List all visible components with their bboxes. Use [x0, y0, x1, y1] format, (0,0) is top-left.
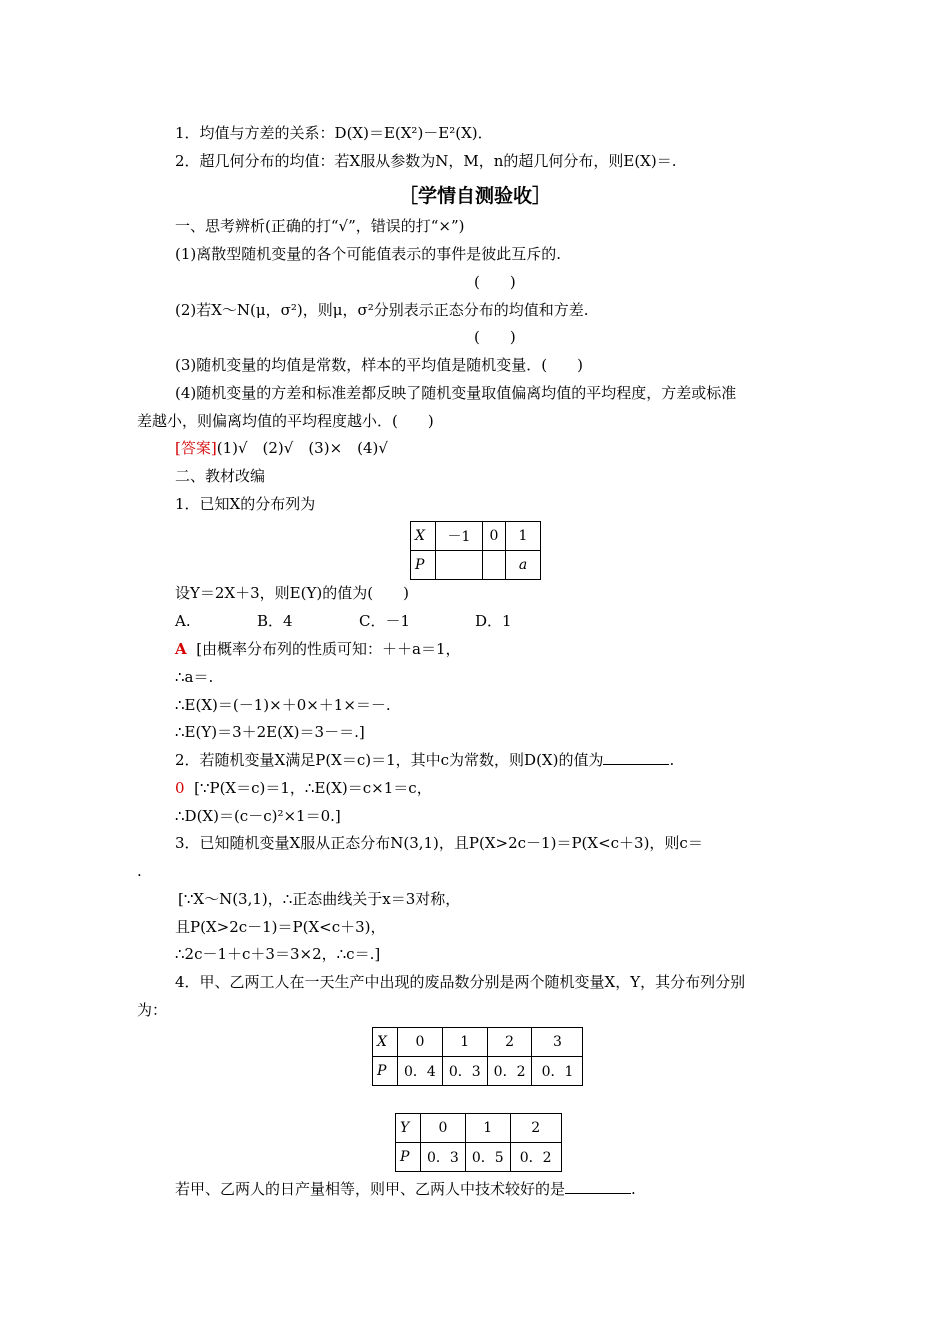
- p1-option-c: C．－1: [359, 612, 411, 630]
- part2-heading: 二、教材改编: [175, 467, 266, 485]
- p3-solution-1: [∵X～N(3,1)，∴正态曲线关于x＝3对称，: [178, 890, 461, 908]
- table-cell: 0．4: [398, 1057, 443, 1086]
- judge-q3: (3)随机变量的均值是常数，样本的平均值是随机变量．( ): [175, 356, 583, 374]
- table-cell: P: [411, 551, 436, 580]
- p2-stem: [175, 750, 674, 770]
- p3-solution-3: ∴2c－1＋c＋3＝3×2，∴c＝.]: [175, 945, 381, 963]
- judge-q1-paren: ( ): [474, 273, 516, 291]
- p1-option-d: D．1: [475, 612, 512, 630]
- distribution-table-y: [395, 1113, 562, 1172]
- table-cell: 1: [442, 1028, 487, 1057]
- table-cell: 0．5: [465, 1143, 510, 1172]
- p3-stem: 3．已知随机变量X服从正态分布N(3,1)，且P(X>2c－1)＝P(X<c＋3)，则c＝: [175, 834, 703, 852]
- table-cell: 1: [506, 522, 541, 551]
- table-cell: 0: [483, 522, 506, 551]
- section-title: ［学情自测验收］: [398, 185, 551, 207]
- answer-text: (1)√ (2)√ (3)× (4)√: [216, 439, 388, 457]
- judge-answer: [175, 438, 388, 458]
- p4-question-text: 若甲、乙两人的日产量相等，则甲、乙两人中技术较好的是: [175, 1180, 566, 1198]
- table-row: [373, 1057, 583, 1086]
- p2-solution-text: [∵P(X＝c)＝1，∴E(X)＝c×1＝c，: [194, 779, 432, 797]
- table-cell: 0．3: [421, 1143, 466, 1172]
- p1-solution-4: ∴E(Y)＝3＋2E(X)＝3－＝.]: [175, 723, 365, 741]
- summary-line-2: 2．超几何分布的均值：若X服从参数为N，M，n的超几何分布，则E(X)＝.: [175, 152, 677, 170]
- table-cell: 0．2: [510, 1143, 561, 1172]
- part1-heading: 一、思考辨析(正确的打“√”，错误的打“×”): [175, 217, 465, 235]
- table-cell: Y: [396, 1114, 421, 1143]
- table-cell: [483, 551, 506, 580]
- judge-q2-paren: ( ): [474, 328, 516, 346]
- p2-stem-text: 2．若随机变量X满足P(X＝c)＝1，其中c为常数，则D(X)的值为: [175, 751, 604, 769]
- p4-question: [175, 1179, 636, 1199]
- p1-option-a: A.: [175, 612, 191, 630]
- table-row: [373, 1028, 583, 1057]
- table-cell: P: [373, 1057, 398, 1086]
- distribution-table-x1: [410, 521, 541, 580]
- p4-stem-2: 为：: [137, 1001, 168, 1019]
- table-cell: 3: [532, 1028, 583, 1057]
- table-row: [396, 1114, 562, 1143]
- table-cell: X: [411, 522, 436, 551]
- p2-solution-2: ∴D(X)＝(c－c)²×1＝0.]: [175, 807, 341, 825]
- table-cell: P: [396, 1143, 421, 1172]
- p4-question-end: .: [631, 1180, 636, 1198]
- judge-q1: (1)离散型随机变量的各个可能值表示的事件是彼此互斥的.: [175, 245, 562, 263]
- p1-option-b: B．4: [257, 612, 293, 630]
- table-cell: 0: [398, 1028, 443, 1057]
- table-row: [396, 1143, 562, 1172]
- distribution-table-x: [372, 1027, 583, 1086]
- p1-stem: 1．已知X的分布列为: [175, 495, 316, 513]
- table-cell: 0．2: [487, 1057, 532, 1086]
- judge-q2: (2)若X～N(μ，σ²)，则μ，σ²分别表示正态分布的均值和方差.: [175, 301, 589, 319]
- p3-solution-2: 且P(X>2c－1)＝P(X<c＋3)，: [175, 918, 386, 936]
- answer-tag: [答案]: [175, 439, 217, 457]
- table-cell: 0: [421, 1114, 466, 1143]
- p1-question: 设Y＝2X＋3，则E(Y)的值为( ): [175, 584, 409, 602]
- table-cell: －1: [436, 522, 483, 551]
- p1-answer-letter: A: [175, 640, 187, 658]
- table-cell: [436, 551, 483, 580]
- table-row: [411, 551, 541, 580]
- table-cell: a: [506, 551, 541, 580]
- p1-solution-text: [由概率分布列的性质可知：＋＋a＝1，: [196, 640, 461, 658]
- table-cell: 0．1: [532, 1057, 583, 1086]
- table-row: [411, 522, 541, 551]
- p1-solution-1: [175, 639, 461, 659]
- p1-solution-2: ∴a＝.: [175, 668, 214, 686]
- table-cell: 2: [510, 1114, 561, 1143]
- judge-q4-line1: (4)随机变量的方差和标准差都反映了随机变量取值偏离均值的平均程度，方差或标准: [175, 384, 737, 402]
- p2-solution-1: [175, 778, 432, 798]
- p3-stem-end: .: [137, 862, 142, 880]
- table-cell: X: [373, 1028, 398, 1057]
- table-cell: 0．3: [442, 1057, 487, 1086]
- p4-stem-1: 4．甲、乙两工人在一天生产中出现的废品数分别是两个随机变量X，Y，其分布列分别: [175, 973, 746, 991]
- table-cell: 2: [487, 1028, 532, 1057]
- answer-blank: [565, 1179, 631, 1194]
- p2-answer: 0: [175, 779, 185, 797]
- answer-blank: [603, 750, 669, 765]
- table-cell: 1: [465, 1114, 510, 1143]
- p2-stem-end: .: [669, 751, 675, 769]
- p1-solution-3: ∴E(X)＝(－1)×＋0×＋1×＝－.: [175, 696, 391, 714]
- judge-q4-line2: 差越小，则偏离均值的平均程度越小．( ): [137, 412, 434, 430]
- summary-line-1: 1．均值与方差的关系：D(X)＝E(X²)－E²(X)．: [175, 124, 493, 142]
